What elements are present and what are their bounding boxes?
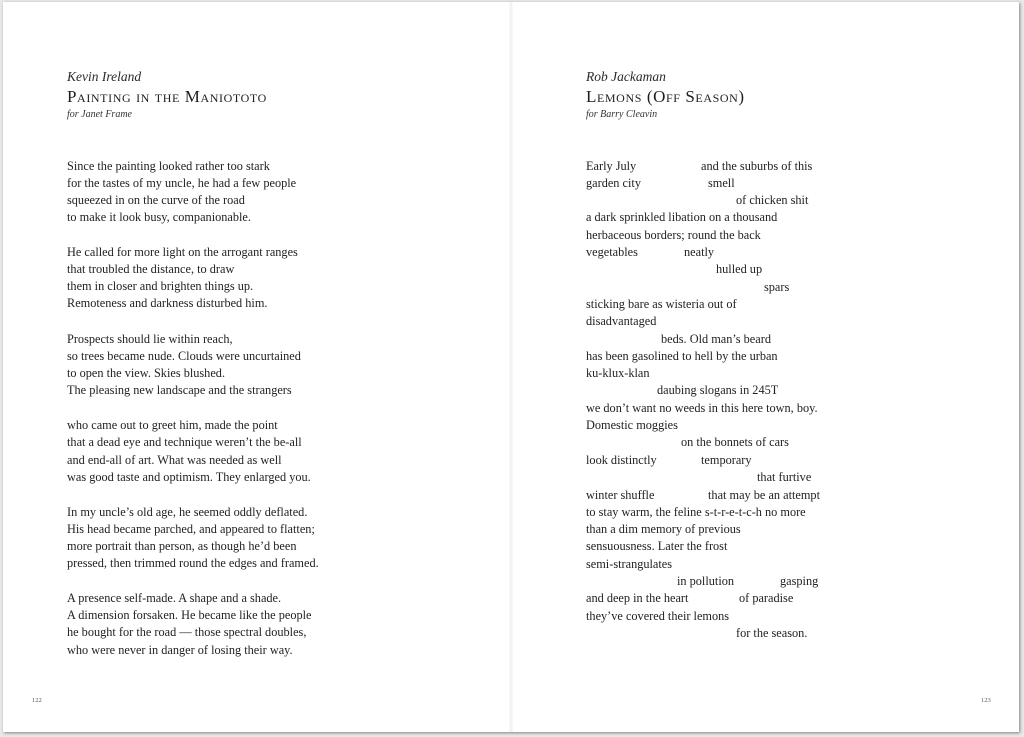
poem-line: squeezed in on the curve of the road — [67, 193, 245, 207]
poem-line: and the suburbs of this — [701, 159, 813, 173]
poem-line: Early July — [586, 159, 637, 173]
poem-line: that may be an attempt — [708, 488, 820, 502]
poem-line: Since the painting looked rather too stark — [67, 159, 270, 173]
poem-line: sensuousness. Later the frost — [586, 539, 728, 553]
poem-line: pressed, then trimmed round the edges and framed. — [67, 556, 319, 570]
left-page — [3, 2, 511, 732]
poem-line: look distinctly — [586, 453, 657, 467]
poem-line: Prospects should lie within reach, — [67, 332, 233, 346]
poem-line: winter shuffle — [586, 488, 655, 502]
poem-line: in pollution — [677, 574, 735, 588]
poem-line: hulled up — [716, 262, 763, 276]
poem-line: smell — [708, 176, 735, 190]
right-dedication: for Barry Cleavin — [586, 109, 658, 120]
poem-line: Remoteness and darkness disturbed him. — [67, 296, 268, 310]
poem-line: a dark sprinkled libation on a thousand — [586, 210, 778, 224]
poem-line: than a dim memory of previous — [586, 522, 741, 536]
left-dedication: for Janet Frame — [67, 109, 132, 120]
poem-line: vegetables — [586, 245, 638, 259]
poem-line: spars — [764, 280, 790, 294]
poem-line: A presence self-made. A shape and a shade. — [67, 591, 282, 605]
poem-line: garden city — [586, 176, 641, 190]
poem-line: Domestic moggies — [586, 418, 678, 432]
poem-line: on the bonnets of cars — [681, 435, 789, 449]
poem-line: was good taste and optimism. They enlarged you. — [67, 470, 311, 484]
right-page — [511, 2, 1019, 732]
poem-line: neatly — [684, 245, 715, 259]
poem-line: has been gasolined to hell by the urban — [586, 349, 778, 363]
poem-line: for the tastes of my uncle, he had a few people — [67, 176, 297, 190]
poem-line: The pleasing new landscape and the strangers — [67, 383, 292, 397]
poem-line: that troubled the distance, to draw — [67, 262, 235, 276]
right-author: Rob Jackaman — [586, 69, 666, 84]
poem-line: herbaceous borders; round the back — [586, 228, 761, 242]
poem-line: so trees became nude. Clouds were uncurtained — [67, 349, 301, 363]
poem-line: of chicken shit — [736, 193, 809, 207]
poem-line: that a dead eye and technique weren’t the be-all — [67, 435, 302, 449]
page-number-right: 123 — [981, 697, 991, 704]
right-poem-title: Lemons (Off Season) — [586, 87, 745, 106]
poem-line: In my uncle’s old age, he seemed oddly deflated. — [67, 505, 308, 519]
poem-line: more portrait than person, as though he’d been — [67, 539, 297, 553]
poem-line: and deep in the heart — [586, 591, 689, 605]
poem-line: He called for more light on the arrogant ranges — [67, 245, 298, 259]
poem-line: daubing slogans in 245T — [657, 383, 779, 397]
poem-line: them in closer and brighten things up. — [67, 279, 254, 293]
poem-line: that furtive — [757, 470, 812, 484]
poem-line: who came out to greet him, made the point — [67, 418, 278, 432]
poem-line: they’ve covered their lemons — [586, 609, 730, 623]
poem-line: sticking bare as wisteria out of — [586, 297, 737, 311]
poem-line: of paradise — [739, 591, 794, 605]
page-number-left: 122 — [32, 697, 42, 704]
poem-line: A dimension forsaken. He became like the people — [67, 608, 312, 622]
poem-line: gasping — [780, 574, 819, 588]
poem-line: to make it look busy, companionable. — [67, 210, 251, 224]
poem-line: who were never in danger of losing their way. — [67, 643, 293, 657]
poem-line: beds. Old man’s beard — [661, 332, 771, 346]
poem-line: semi-strangulates — [586, 557, 673, 571]
poem-line: and end-all of art. What was needed as well — [67, 453, 282, 467]
poem-line: to stay warm, the feline s-t-r-e-t-c-h no more — [586, 505, 806, 519]
poem-line: disadvantaged — [586, 314, 657, 328]
poem-line: we don’t want no weeds in this here town, boy. — [586, 401, 818, 415]
left-poem-title: Painting in the Maniototo — [67, 87, 267, 106]
poem-line: to open the view. Skies blushed. — [67, 366, 226, 380]
poem-line: His head became parched, and appeared to flatten; — [67, 522, 315, 536]
left-author: Kevin Ireland — [67, 69, 142, 84]
book-spread — [3, 2, 1019, 732]
poem-line: temporary — [701, 453, 752, 467]
poem-line: he bought for the road — those spectral doubles, — [67, 625, 307, 639]
poem-line: ku-klux-klan — [586, 366, 650, 380]
poem-line: for the season. — [736, 626, 808, 640]
